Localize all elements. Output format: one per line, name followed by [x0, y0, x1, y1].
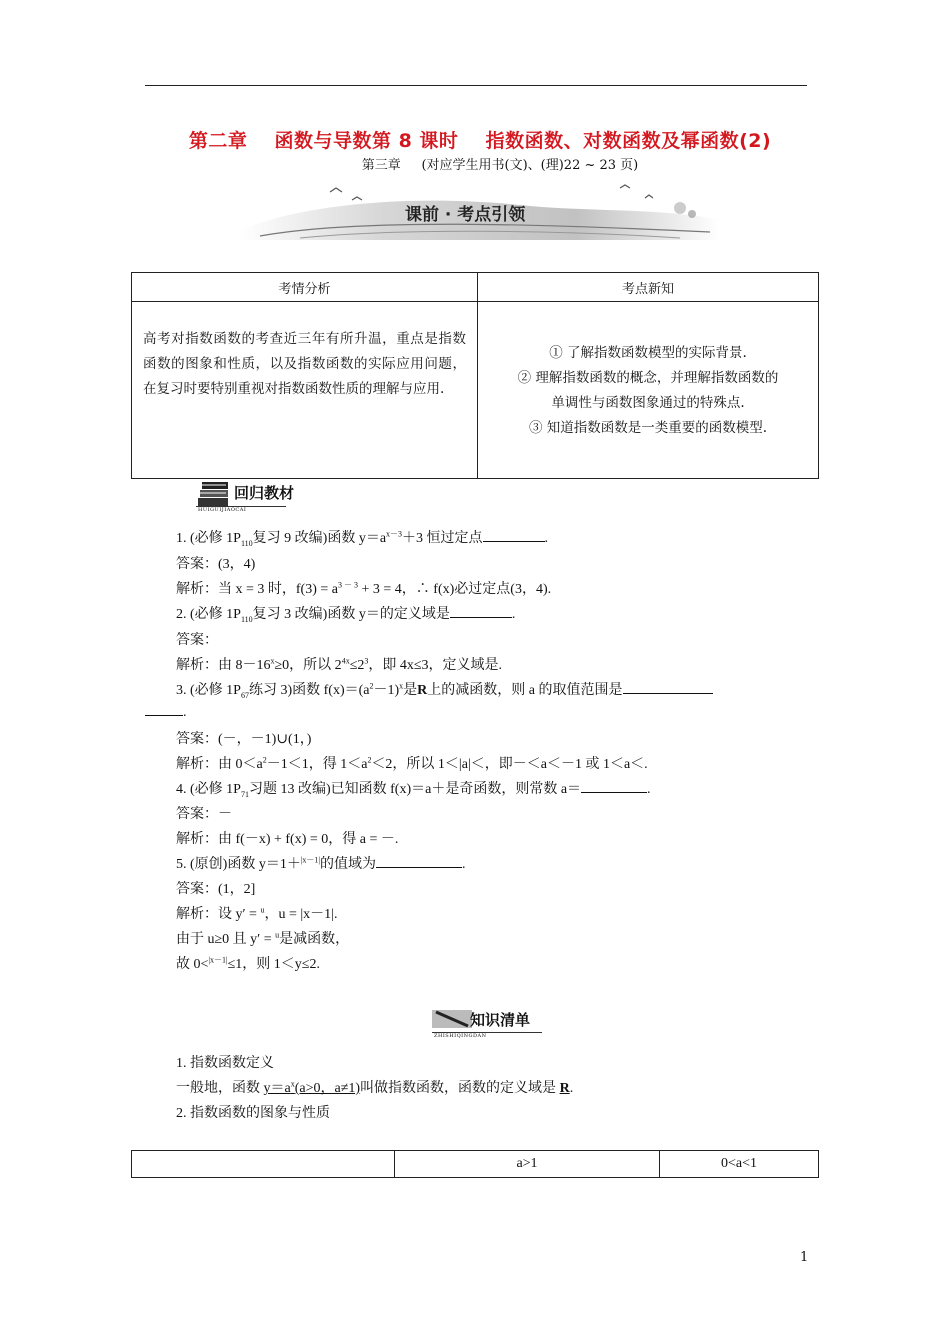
bird-icon: [645, 195, 653, 198]
answer-1: 答案：(3，4): [176, 557, 256, 572]
sub-chapter: 第三章: [361, 158, 401, 173]
lesson-label: 函数与导数第 8 课时: [274, 130, 459, 152]
solution-2: 解析：由 $8-16^x\ge 0$，所以 $2^{4x}\le 2^3$，即 4x≤3，定义域是.: [176, 656, 503, 673]
answer-5: 答案：(1，2]: [176, 882, 256, 897]
pen-icon: [432, 1004, 472, 1034]
analysis-text: 高考对指数函数的考查近三年有所升温，重点是指数函数的图象和性质，以及指数函数的实际应用问题，在复习时要特别重视对指数函数性质的理解与应用.: [143, 331, 466, 397]
section-header-knowledge: [432, 1004, 562, 1038]
bird-icon: [330, 188, 342, 192]
knowledge-definition: 一般地，函数 $y=a^x(a>0$，a≠1)叫做指数函数，函数的定义域是 R.: [176, 1079, 574, 1096]
bird-icon: [620, 185, 630, 188]
section-title: 回归教材: [234, 484, 295, 502]
section-title: 知识清单: [470, 1011, 531, 1029]
banner-label: 课前 · 考点引领: [405, 205, 526, 225]
section-header-review: [196, 478, 326, 512]
analysis-table: [131, 272, 819, 479]
knowledge-points: [479, 303, 817, 441]
answer-4: 答案：－: [176, 807, 232, 822]
page-title: [120, 126, 840, 153]
chapter-label: 第二章: [188, 130, 248, 152]
problem-1: 1. (必修 $1P_{110}$复习 9 改编)函数 $y=a^{x-3}+3$ 恒过定点 .: [176, 529, 549, 548]
table-cell: [132, 1151, 395, 1178]
section-subtitle: HUIGUIJIAOCAI: [198, 507, 247, 513]
col-header-new-knowledge: 考点新知: [478, 273, 819, 302]
page-subtitle: [300, 154, 700, 173]
header-rule: [145, 85, 807, 86]
problem-5: 5. (原创)函数 y＝1＋$^{|x-1|}$的值域为 .: [176, 855, 466, 872]
knowledge-point: ① 了解指数函数模型的实际背景.: [549, 345, 747, 361]
solution-5-line-2: 由于 u≥0 且 y′ = $^u$是减函数，: [176, 930, 350, 947]
page-number: 1: [800, 1250, 809, 1265]
problem-3: 3. (必修 $1P_{67}$练习 3)函数 $f(x)=(a^2-1)^x$是R上的减函数，则 a 的取值范围是: [176, 679, 713, 700]
sub-reference: (对应学生用书(文)、(理)22 ~ 23 页): [421, 158, 639, 173]
col-header-analysis: 考情分析: [132, 273, 478, 302]
solution-5-line-3: 故 0<$^{|x-1|}$≤1，则 1＜y≤2.: [176, 955, 320, 972]
table-cell: 0<a<1: [660, 1151, 819, 1178]
problem-4: 4. (必修 $1P_{71}$习题 13 改编)已知函数 f(x)＝a＋是奇函数，则常数 a＝ .: [176, 782, 651, 799]
answer-3: 答案：(－，－1)∪(1，): [176, 732, 312, 747]
knowledge-heading-2: 2. 指数函数的图象与性质: [176, 1106, 330, 1121]
knowledge-point: 单调性与函数图象通过的特殊点.: [551, 395, 745, 411]
bird-icon: [352, 197, 362, 200]
knowledge-point: ③ 知道指数函数是一类重要的函数模型.: [528, 420, 768, 436]
solution-5-line-1: 解析：设 y′ = $^u$，u = |x－1|.: [176, 905, 338, 922]
properties-table: [131, 1150, 819, 1178]
problem-2: 2. (必修 $1P_{110}$复习 3 改编)函数 y＝的定义域是 .: [176, 607, 516, 624]
knowledge-heading-1: 1. 指数函数定义: [176, 1056, 274, 1071]
knowledge-point: ② 理解指数函数的概念，并理解指数函数的: [517, 370, 779, 386]
answer-2: 答案：: [176, 633, 218, 648]
solution-4: 解析：由 f(－x) + f(x) = 0，得 a = －.: [176, 832, 399, 847]
topic-label: 指数函数、对数函数及幂函数(2): [485, 130, 772, 152]
solution-3: 解析：由 $0<a^2-1<1$，得 $1<a^2<2$，所以 1＜|a|＜，即－＜a＜－1 或 1＜a＜.: [176, 755, 648, 772]
table-cell: a>1: [395, 1151, 660, 1178]
solution-1: 解析：当 x = 3 时，$f(3) = a^{3 - 3} + 3 = 4$，∴ f(x)必过定点(3，4).: [176, 580, 552, 597]
section-subtitle: ZHISHIQINGDAN: [434, 1033, 487, 1039]
problem-3-blank: .: [145, 703, 187, 721]
